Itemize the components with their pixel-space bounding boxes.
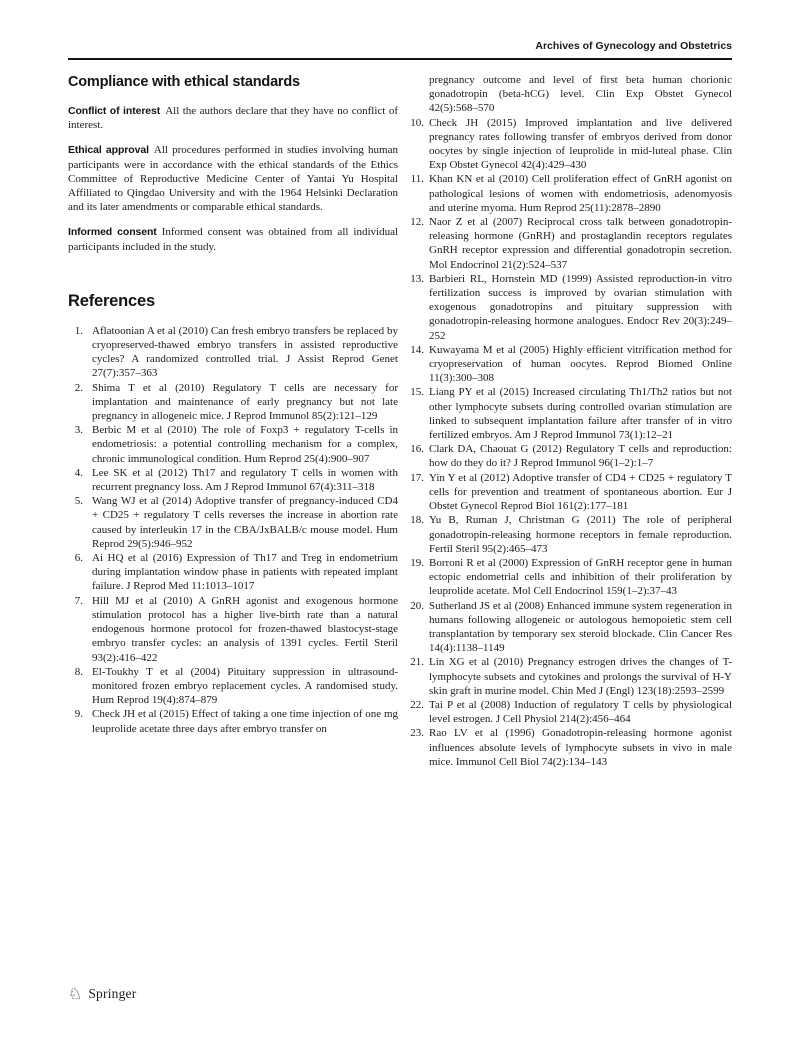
publisher-footer	[68, 985, 136, 1003]
ethical-approval-paragraph	[68, 143, 398, 214]
informed-consent-text: Informed consent was obtained from all individual participants included in the study.	[68, 226, 399, 253]
reference-number: 16.	[410, 443, 424, 456]
springer-horse-icon: ♘	[68, 984, 83, 1003]
reference-text: Aflatoonian A et al (2010) Can fresh embryo transfers be replaced by cryopreserved-thawed embryo transfers in assisted reproductive cycles? A randomized controlled trial. J Assist Reprod Genet 27(7):357–363	[92, 324, 398, 380]
reference-number: 8.	[74, 665, 83, 678]
reference-item	[408, 471, 732, 514]
reference-text: El-Toukhy T et al (2004) Pituitary suppression in ultrasound-monitored frozen embryo replacement cycles. A randomised study. Hum Reprod 19(4):874–879	[92, 665, 398, 707]
ethical-approval-label: Ethical approval	[68, 144, 149, 157]
informed-consent-paragraph	[68, 225, 398, 253]
reference-text: Borroni R et al (2000) Expression of GnRH receptor gene in human ectopic endometrial cells and inhibition of their proliferation by leuprolide acetate. Mol Cell Endocrinol 159(1–2):37–43	[429, 556, 732, 598]
reference-item	[408, 513, 732, 556]
conflict-of-interest-paragraph	[68, 104, 398, 132]
reference-number: 20.	[410, 599, 424, 612]
reference-number: 13.	[410, 272, 424, 285]
reference-text: Yin Y et al (2012) Adoptive transfer of CD4 + CD25 + regulatory T cells for prevention and treatment of spontaneous abortion. Eur J Obstet Gynecol Reprod Biol 161(2):177–181	[429, 471, 732, 513]
reference-number: 10.	[410, 116, 424, 129]
reference-item	[408, 385, 732, 442]
reference-9-continuation-text: pregnancy outcome and level of first beta human chorionic gonadotropin (beta-hCG) level. Clin Exp Obstet Gynecol 42(5):568–570	[429, 74, 732, 115]
reference-item	[68, 665, 398, 708]
two-column-body	[68, 73, 732, 769]
reference-item	[408, 655, 732, 698]
reference-text: Berbic M et al (2010) The role of Foxp3 + regulatory T-cells in endometriosis: a potential controlling mechanism for a complex, chronic immunological condition. Hum Reprod 25(4):900–907	[92, 424, 398, 465]
reference-item	[68, 707, 398, 735]
compliance-section-title: Compliance with ethical standards	[68, 74, 300, 90]
reference-text: Tai P et al (2008) Induction of regulatory T cells by physiological level estrogen. J Cell Physiol 214(2):456–464	[429, 698, 732, 726]
reference-number: 15.	[410, 386, 424, 399]
reference-number: 14.	[410, 343, 424, 356]
reference-number: 11.	[410, 173, 424, 186]
reference-text: Naor Z et al (2007) Reciprocal cross talk between gonadotropin-releasing hormone (GnRH) and prostaglandin receptors regulates GnRH receptor expression and differential gonadotropin secretion. Mol Endocrinol 21(2):524–537	[429, 216, 732, 271]
header-rule	[68, 58, 732, 60]
references-section-title: References	[68, 291, 155, 310]
reference-text: Barbieri RL, Hornstein MD (1999) Assisted reproduction-in vitro fertilization success is improved by ovarian stimulation with exogenous gonadotropins and pituitary suppression with gonadotropin-releasing hormone analogues. Endocr Rev 20(3):249–252	[429, 272, 732, 342]
reference-number: 18.	[410, 514, 424, 527]
reference-text: Lee SK et al (2012) Th17 and regulatory T cells in women with recurrent pregnancy loss. Am J Reprod Immunol 67(4):311–318	[92, 466, 398, 494]
page-header	[68, 0, 732, 60]
reference-text: Hill MJ et al (2010) A GnRH agonist and exogenous hormone stimulation protocol has a higher live-birth rate than a natural endogenous hormone protocol for frozen-thawed blastocyst-stage embryo transfer cycles: an analysis of 1391 cycles. Fertil Steril 93(2):416–422	[92, 594, 398, 664]
reference-text: Shima T et al (2010) Regulatory T cells are necessary for implantation and maintenance of early pregnancy but not late pregnancy in allogeneic mice. J Reprod Immunol 85(2):121–129	[92, 381, 398, 423]
reference-item	[408, 343, 732, 386]
reference-item	[68, 466, 398, 494]
reference-list-left	[68, 324, 398, 736]
reference-item	[408, 726, 732, 769]
left-column	[68, 73, 398, 769]
informed-consent-label: Informed consent	[68, 226, 157, 239]
reference-number: 5.	[74, 495, 83, 508]
ethical-approval-text: All procedures performed in studies involving human participants were in accordance with the ethical standards of the Ethics Committee of Reproductive Medicine Center of Yantai Yu Hospital Affiliated to Qingdao University and with the 1964 Helsinki Declaration and its later amendments or comparable ethical standards.	[68, 144, 398, 214]
reference-text: Yu B, Ruman J, Christman G (2011) The role of peripheral gonadotropin-releasing hormone receptors in female reproduction. Fertil Steril 95(2):465–473	[429, 514, 732, 555]
reference-text: Check JH et al (2015) Effect of taking a one time injection of one mg leuprolide acetate three days after embryo transfer on	[92, 708, 398, 735]
journal-title: Archives of Gynecology and Obstetrics	[535, 40, 732, 52]
reference-number: 9.	[74, 708, 83, 721]
conflict-of-interest-label: Conflict of interest	[68, 105, 161, 117]
right-column	[408, 73, 732, 769]
reference-item	[408, 556, 732, 599]
reference-item	[408, 116, 732, 173]
reference-number: 2.	[74, 381, 83, 394]
reference-item	[408, 172, 732, 215]
reference-item	[68, 324, 398, 381]
reference-number: 4.	[74, 466, 83, 479]
reference-number: 3.	[74, 424, 83, 437]
reference-text: Wang WJ et al (2014) Adoptive transfer of pregnancy-induced CD4 + CD25 + regulatory T cells reverses the increase in abortion rate caused by interleukin 17 in the CBA/JxBALB/c mouse model. Hum Reprod 29(5):946–952	[92, 495, 398, 550]
reference-text: Khan KN et al (2010) Cell proliferation effect of GnRH agonist on pathological lesions of women with endometriosis, adenomyosis and uterine myoma. Hum Reprod 25(11):2878–2890	[429, 173, 732, 214]
reference-item	[408, 599, 732, 656]
reference-item	[408, 272, 732, 343]
reference-number: 21.	[410, 656, 424, 669]
publisher-name: Springer	[88, 986, 137, 1001]
reference-item	[408, 215, 732, 272]
reference-item	[68, 594, 398, 665]
reference-text: Kuwayama M et al (2005) Highly efficient vitrification method for cryopreservation of human oocytes. Reprod Biomed Online 11(3):300–308	[429, 343, 732, 385]
reference-number: 6.	[74, 552, 83, 565]
reference-number: 1.	[74, 324, 83, 337]
reference-number: 19.	[410, 556, 424, 569]
reference-number: 12.	[410, 216, 424, 229]
reference-number: 23.	[410, 727, 424, 740]
reference-text: Sutherland JS et al (2008) Enhanced immune system regeneration in humans following allogeneic or autologous hemopoietic stem cell transplantation by temporary sex steroid blockade. Clin Cancer Res 14(4):1138–1149	[429, 599, 732, 655]
reference-text: Liang PY et al (2015) Increased circulating Th1/Th2 ratios but not other lymphocyte subsets during controlled ovarian stimulation are linked to subsequent implantation failure after transfer of in vitro fertilized embryos. Am J Reprod Immunol 73(1):12–21	[429, 386, 732, 442]
reference-list-right	[408, 116, 732, 769]
reference-text: Rao LV et al (1996) Gonadotropin-releasing hormone agonist influences absolute levels of lymphocyte subsets in vivo in male mice. Immunol Cell Biol 74(2):134–143	[429, 727, 732, 768]
reference-number: 22.	[410, 698, 424, 711]
reference-text: Ai HQ et al (2016) Expression of Th17 and Treg in endometrium during implantation window phase in patients with repeated implant failure. J Reprod Med 11:1013–1017	[92, 552, 398, 593]
reference-number: 17.	[410, 471, 424, 484]
reference-item	[68, 551, 398, 594]
reference-item	[408, 442, 732, 470]
reference-text: Lin XG et al (2010) Pregnancy estrogen drives the changes of T-lymphocyte subsets and cytokines and prolongs the survival of H-Y skin graft in murine model. Chin Med J (Engl) 123(18):2593–2599	[429, 656, 732, 697]
reference-text: Check JH (2015) Improved implantation and live delivered pregnancy rates following transfer of embryos derived from donor oocytes by single injection of leuprolide in mid-luteal phase. Clin Exp Obstet Gynecol 42(4):429–430	[429, 116, 732, 172]
reference-item	[68, 494, 398, 551]
reference-text: Clark DA, Chaouat G (2012) Regulatory T cells and reproduction: how do they do it? J Reprod Immunol 96(1–2):1–7	[429, 443, 732, 470]
reference-item	[68, 381, 398, 424]
reference-item	[68, 423, 398, 466]
conflict-of-interest-text: All the authors declare that they have no conflict of interest.	[68, 105, 398, 132]
reference-number: 7.	[74, 594, 83, 607]
reference-item	[408, 698, 732, 726]
